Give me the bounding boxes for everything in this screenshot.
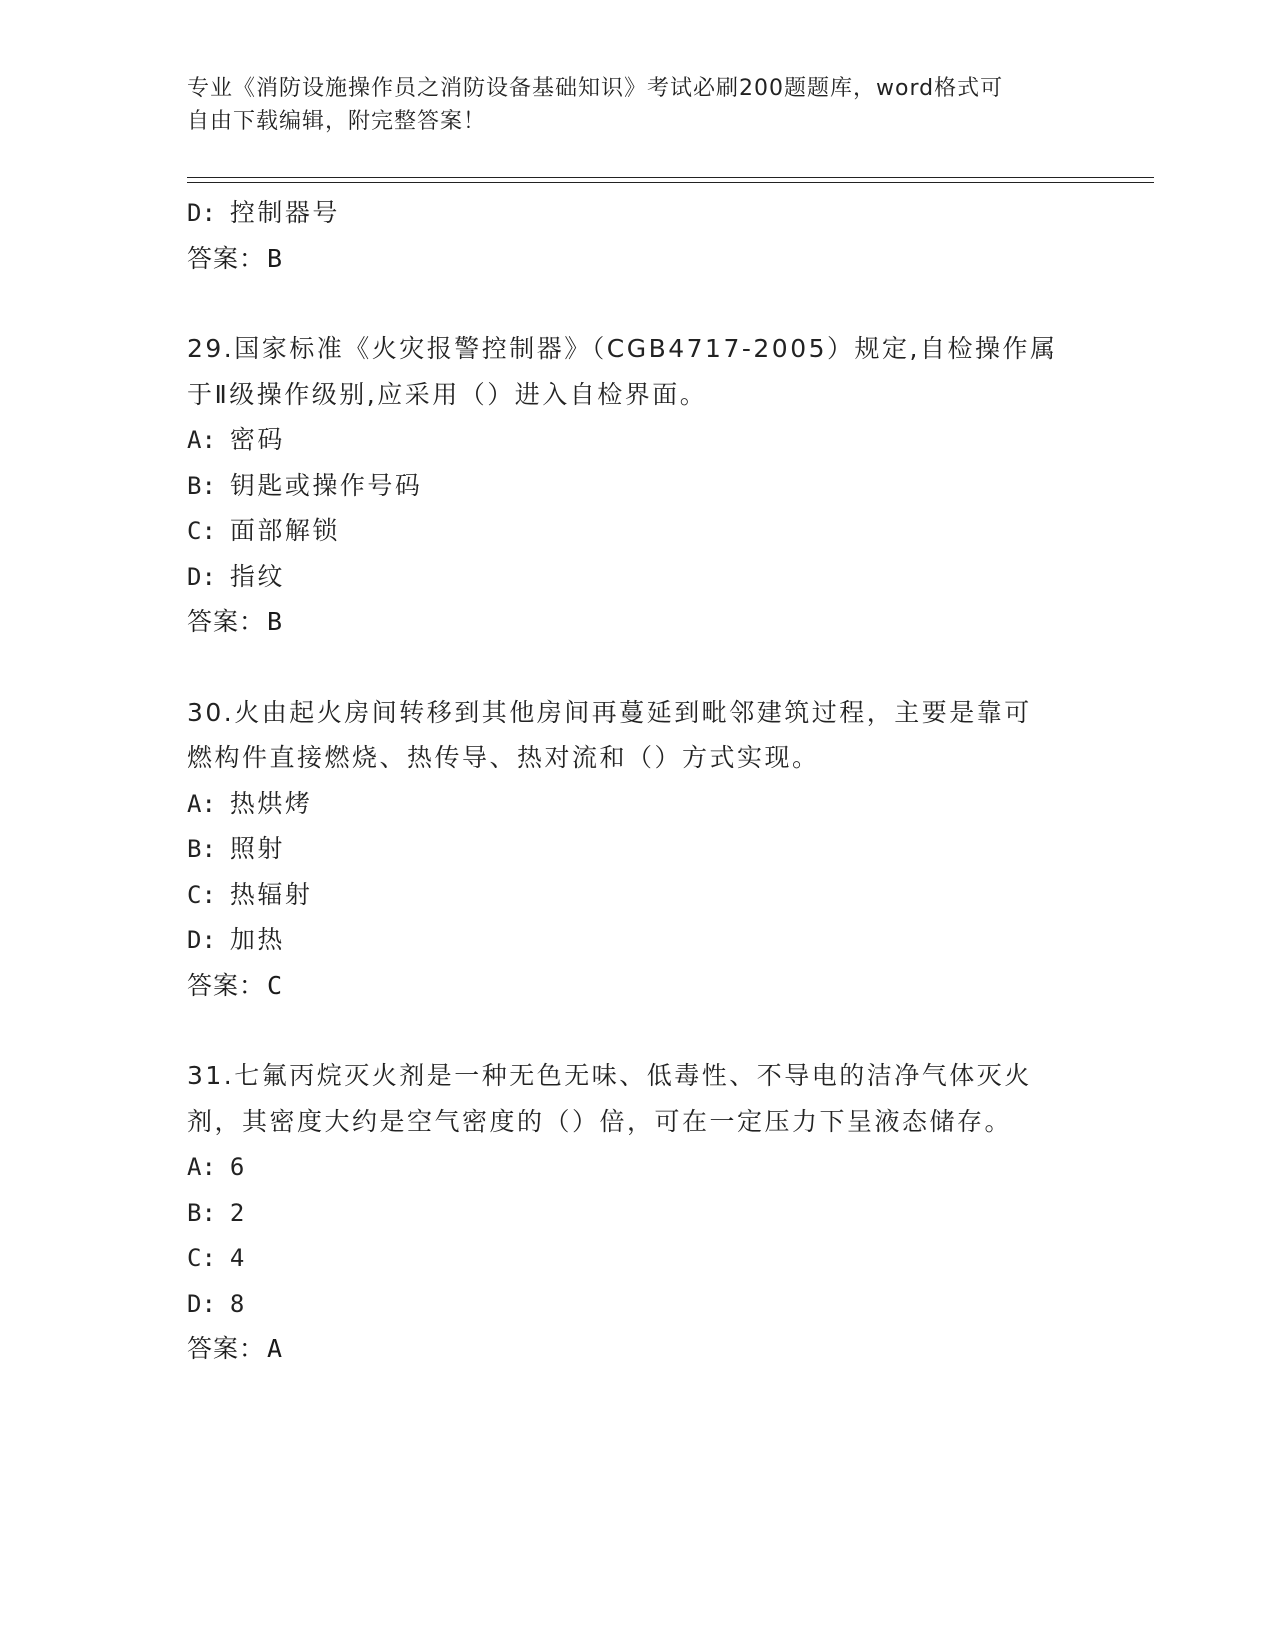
- option-row: [187, 826, 1087, 872]
- option-letter: D:: [187, 1289, 216, 1318]
- answer-row: [187, 963, 1087, 1009]
- page-header: [187, 72, 1067, 138]
- option-row: [187, 872, 1087, 918]
- option-letter: A:: [187, 789, 216, 818]
- option-letter: D:: [187, 926, 216, 954]
- question-text-line: 29.国家标准《火灾报警控制器》（CGB4717-2005）规定,自检操作属: [187, 334, 1058, 363]
- answer-row: [187, 599, 1087, 645]
- option-row: [187, 554, 1087, 600]
- option-row: [187, 463, 1087, 509]
- option-row: [187, 1235, 1087, 1281]
- option-letter: A:: [187, 1153, 216, 1181]
- header-line-2: 自由下载编辑，附完整答案！: [187, 109, 487, 134]
- answer-row: [187, 236, 1087, 282]
- answer-value: B: [267, 243, 284, 273]
- question-text-line: 30.火由起火房间转移到其他房间再蔓延到毗邻建筑过程，主要是靠可: [187, 697, 1032, 727]
- header-divider-top: [187, 177, 1154, 178]
- option-letter: C:: [187, 517, 216, 545]
- option-text: 2: [229, 1198, 245, 1227]
- option-row: [187, 1144, 1087, 1190]
- option-text: 面部解锁: [229, 516, 340, 545]
- header-divider-bottom: [187, 182, 1154, 183]
- question-block: [187, 1053, 1087, 1372]
- option-text: 控制器号: [229, 198, 340, 227]
- answer-value: C: [267, 970, 284, 1000]
- option-text: 热辐射: [229, 879, 313, 909]
- option-row: [187, 190, 1087, 236]
- answer-value: B: [267, 607, 284, 636]
- question-text: [187, 1053, 1067, 1144]
- option-text: 6: [229, 1153, 245, 1181]
- option-letter: B:: [187, 471, 216, 500]
- question-text: [187, 326, 1067, 417]
- option-text: 密码: [229, 425, 285, 454]
- answer-value: A: [267, 1334, 284, 1363]
- option-letter: C:: [187, 880, 216, 909]
- option-row: [187, 1190, 1087, 1236]
- option-letter: B:: [187, 1198, 216, 1227]
- question-text: [187, 690, 1067, 781]
- option-text: 热烘烤: [229, 788, 313, 818]
- answer-label: 答案：: [187, 243, 266, 273]
- option-text: 钥匙或操作号码: [229, 470, 423, 500]
- option-text: 指纹: [229, 561, 285, 591]
- question-text-line: 燃构件直接燃烧、热传导、热对流和（）方式实现。: [187, 743, 820, 772]
- option-letter: D:: [187, 562, 216, 591]
- question-block: [187, 690, 1087, 1009]
- option-text: 加热: [229, 925, 285, 954]
- option-text: 8: [229, 1289, 245, 1318]
- option-row: [187, 417, 1087, 463]
- option-text: 4: [229, 1244, 245, 1272]
- header-line-1: 专业《消防设施操作员之消防设备基础知识》考试必刷200题题库，word格式可: [187, 76, 1004, 101]
- question-text-line: 31.七氟丙烷灭火剂是一种无色无味、低毒性、不导电的洁净气体灭火: [187, 1061, 1032, 1090]
- option-row: [187, 917, 1087, 963]
- question-list: [187, 190, 1087, 1372]
- answer-row: [187, 1326, 1087, 1372]
- option-row: [187, 1281, 1087, 1327]
- question-text-line: 于Ⅱ级操作级别,应采用（）进入自检界面。: [187, 379, 708, 409]
- question-text-line: 剂，其密度大约是空气密度的（）倍，可在一定压力下呈液态储存。: [187, 1106, 1013, 1136]
- option-letter: D:: [187, 199, 216, 227]
- option-letter: A:: [187, 426, 216, 454]
- option-letter: C:: [187, 1244, 216, 1272]
- option-row: [187, 508, 1087, 554]
- answer-label: 答案：: [187, 607, 266, 636]
- answer-label: 答案：: [187, 970, 266, 1000]
- answer-label: 答案：: [187, 1334, 266, 1363]
- option-text: 照射: [229, 834, 285, 863]
- question-block: [187, 326, 1087, 645]
- option-letter: B:: [187, 835, 216, 863]
- option-row: [187, 781, 1087, 827]
